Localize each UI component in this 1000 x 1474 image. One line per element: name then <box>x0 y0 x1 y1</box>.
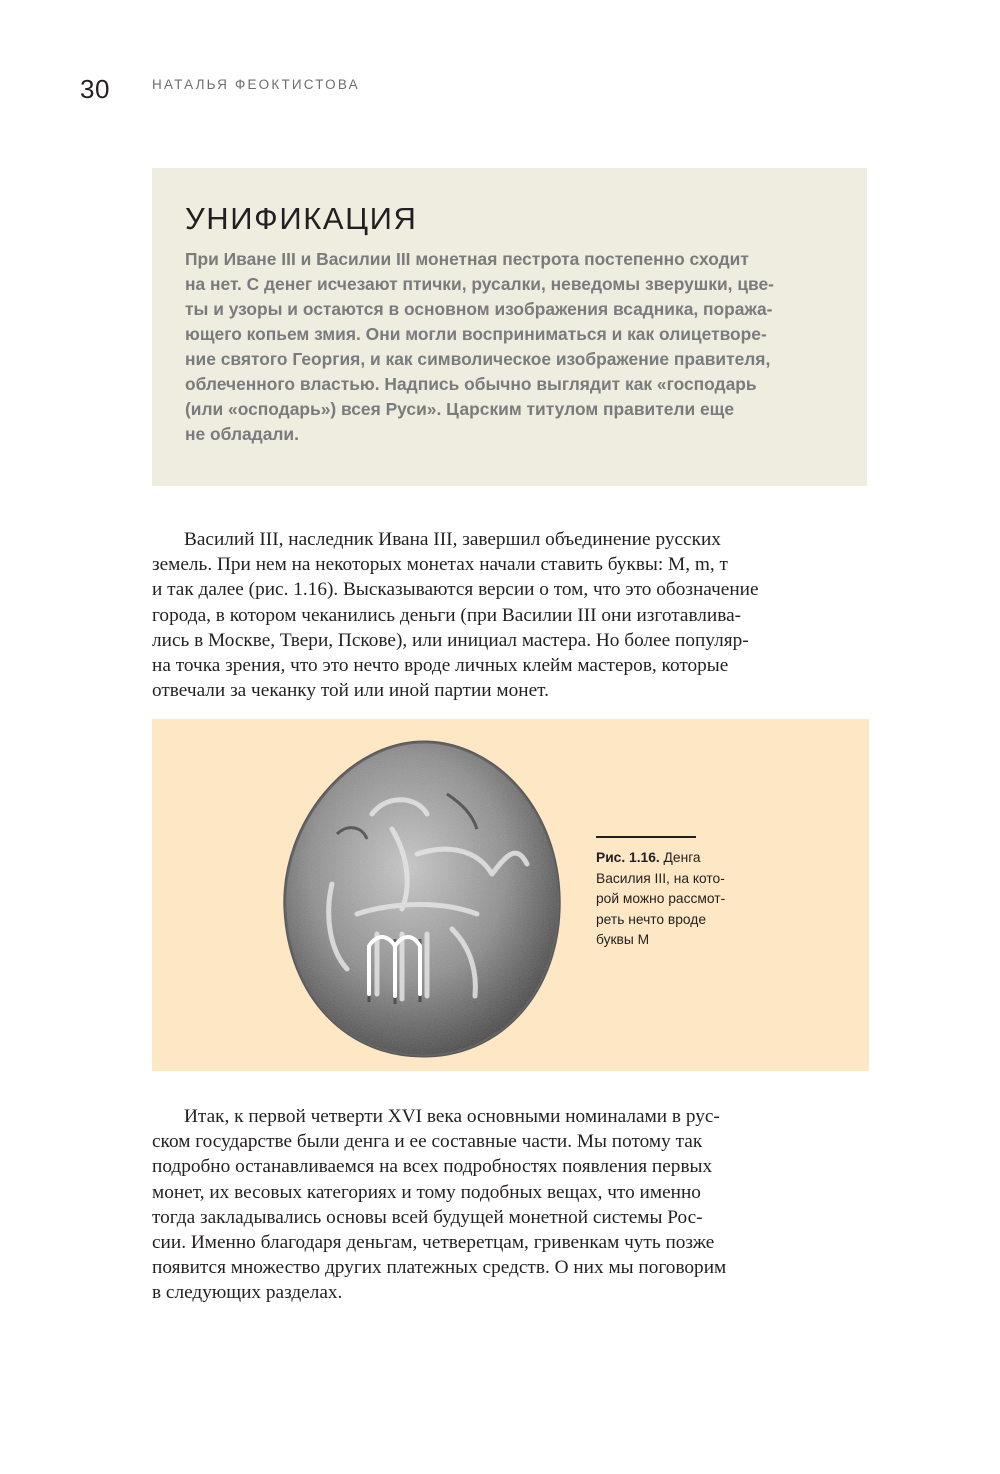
paragraph-line: города, в котором чеканились деньги (при Василии III они изготавлива- <box>152 604 742 626</box>
sidebar-title: УНИФИКАЦИЯ <box>185 201 418 236</box>
page-number: 30 <box>80 74 110 104</box>
caption-line: реть нечто вроде <box>596 911 707 927</box>
paragraph-line: отвечали за чеканку той или иной партии монет. <box>152 680 549 702</box>
running-head: НАТАЛЬЯ ФЕОКТИСТОВА <box>152 77 360 92</box>
sidebar-line: ющего копьем змия. Они могли восприниматься и как олицетворе- <box>185 324 767 344</box>
paragraph-line: появится множество других платежных средств. О них мы поговорим <box>152 1257 727 1279</box>
paragraph-line: монет, их весовых категориях и тому подобных вещах, что именно <box>152 1181 701 1203</box>
caption-text: Денга <box>659 850 701 865</box>
paragraph-line: Василий III, наследник Ивана III, завершил объединение русских <box>184 529 721 550</box>
paragraph-line: подробно останавливаемся на всех подробностях появления первых <box>152 1156 713 1178</box>
body-paragraph-1 <box>152 527 868 703</box>
paragraph-line: тогда закладывались основы всей будущей монетной системы Рос- <box>152 1206 703 1228</box>
sidebar-line: на нет. С денег исчезают птички, русалки, неведомы зверушки, цве- <box>185 274 774 294</box>
paragraph-line: на точка зрения, что это нечто вроде личных клейм мастеров, которые <box>152 655 729 677</box>
coin-image <box>277 734 567 1064</box>
figure-box <box>152 719 869 1071</box>
sidebar-line: не обладали. <box>185 424 299 444</box>
body-paragraph-2 <box>152 1104 868 1306</box>
caption-label: Рис. 1.16. <box>596 850 660 865</box>
paragraph-line: лись в Москве, Твери, Пскове), или инициал мастера. Но более популяр- <box>152 629 749 651</box>
sidebar-box <box>152 168 867 486</box>
sidebar-line: ние святого Георгия, и как символическое изображение правителя, <box>185 349 771 369</box>
paragraph-line: Итак, к первой четверти XVI века основными номиналами в рус- <box>184 1106 720 1127</box>
sidebar-text <box>185 247 837 447</box>
caption-line: буквы М <box>596 932 650 947</box>
sidebar-line: При Иване III и Василии III монетная пестрота постепенно сходит <box>185 249 749 269</box>
caption-line: рой можно рассмот- <box>596 891 726 906</box>
figure-caption <box>596 848 766 951</box>
caption-line <box>596 848 766 869</box>
paragraph-line: и так далее (рис. 1.16). Высказываются версии о том, что это обозначение <box>152 579 759 601</box>
sidebar-line: облеченного властью. Надпись обычно выглядит как «господарь <box>185 374 757 394</box>
sidebar-line: (или «осподарь») всея Руси». Царским титулом правители еще <box>185 399 734 419</box>
sidebar-line: ты и узоры и остаются в основном изображения всадника, поража- <box>185 299 773 319</box>
paragraph-line: сии. Именно благодаря деньгам, четверетцам, гривенкам чуть позже <box>152 1232 715 1254</box>
caption-rule <box>596 836 696 838</box>
paragraph-line: ском государстве были денга и ее составные части. Мы потому так <box>152 1131 703 1153</box>
paragraph-line: в следующих разделах. <box>152 1282 343 1304</box>
caption-line: Василия III, на кото- <box>596 870 725 886</box>
paragraph-line: земель. При нем на некоторых монетах начали ставить буквы: М, m, т <box>152 554 728 576</box>
